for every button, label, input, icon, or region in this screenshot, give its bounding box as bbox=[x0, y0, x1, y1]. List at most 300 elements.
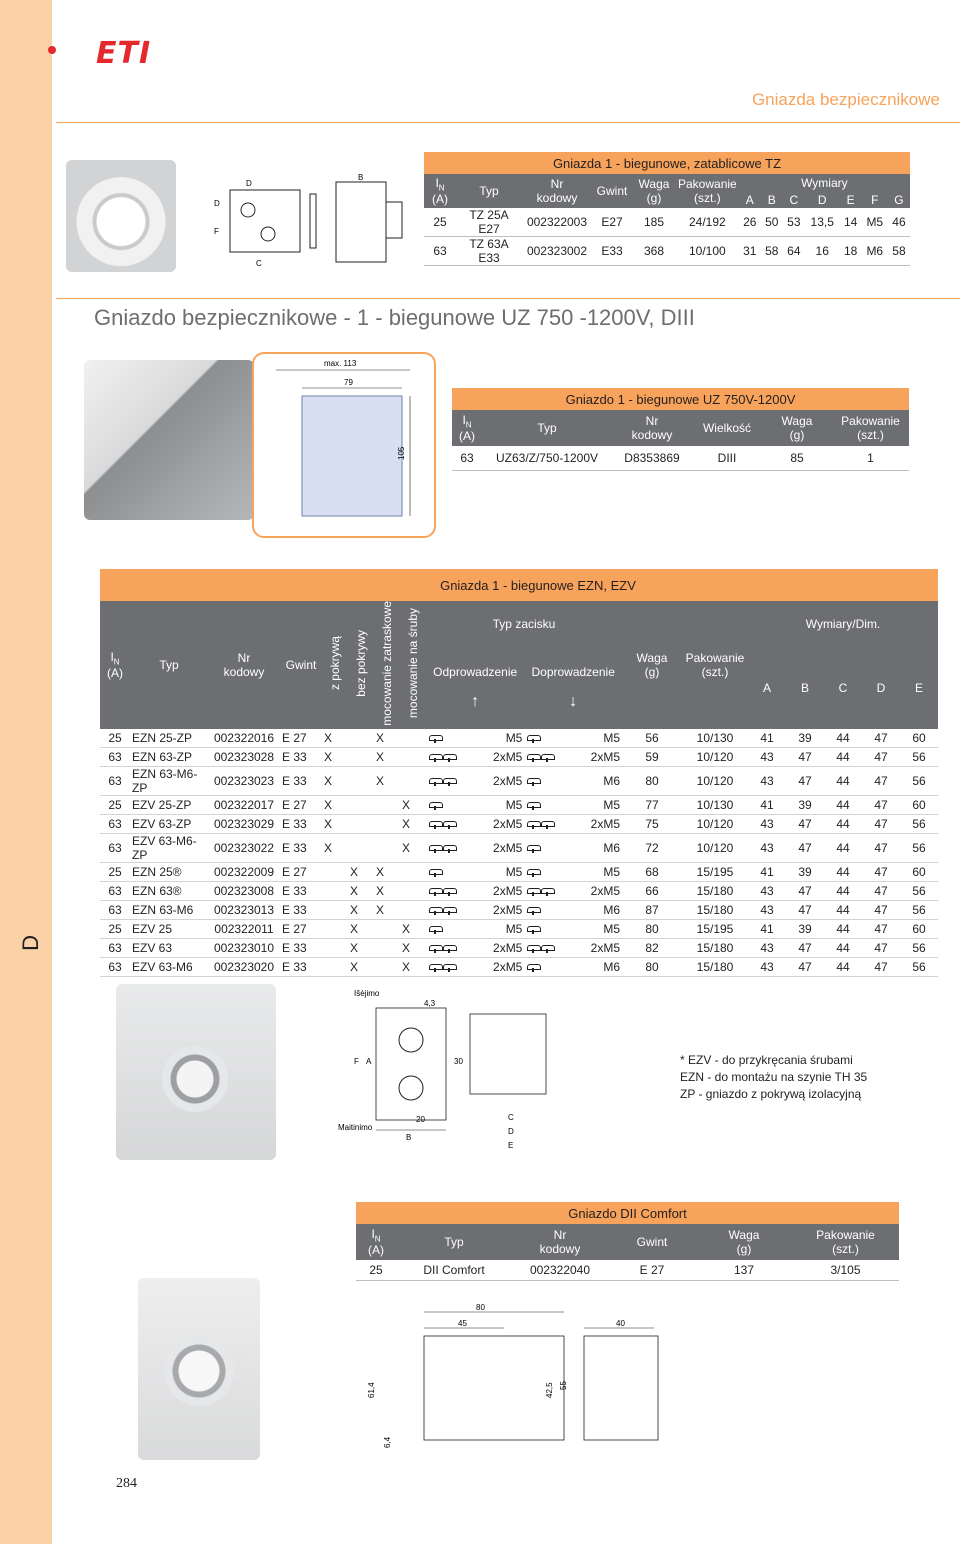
cell-c: 44 bbox=[824, 815, 862, 834]
table-row bbox=[356, 1260, 899, 1280]
cell-odp: 2xM5 bbox=[474, 939, 524, 958]
terminal-icon bbox=[524, 863, 572, 882]
cell-c: 44 bbox=[824, 958, 862, 977]
terminal-icon bbox=[524, 939, 572, 958]
terminal-icon bbox=[524, 729, 572, 748]
cell-a: 41 bbox=[748, 920, 786, 939]
col-in: $I_N$ (A) bbox=[432, 175, 448, 207]
cell-d: 47 bbox=[862, 815, 900, 834]
table-row bbox=[100, 901, 938, 920]
ezn-label-20: 20 bbox=[416, 1115, 425, 1124]
cell-typ: EZV 25 bbox=[130, 920, 208, 939]
cell-z: X bbox=[322, 796, 348, 815]
svg-text:D: D bbox=[214, 199, 220, 208]
note-line: ZP - gniazdo z pokrywą izolacyjną bbox=[680, 1087, 862, 1101]
dim-c: C bbox=[838, 680, 848, 695]
cell-typ: EZN 63-M6 bbox=[130, 901, 208, 920]
cell-b: 47 bbox=[786, 748, 824, 767]
cell-zat bbox=[374, 958, 400, 977]
dim-g: G bbox=[894, 192, 904, 207]
dim-d: D bbox=[876, 680, 886, 695]
uz-label-max: max. 113 bbox=[324, 359, 357, 368]
ezn-label-output: Išėjimo bbox=[354, 989, 380, 998]
cell-odp: M5 bbox=[474, 796, 524, 815]
cell: 53 bbox=[783, 208, 805, 237]
cell-zat bbox=[374, 920, 400, 939]
cell-dop: 2xM5 bbox=[572, 939, 622, 958]
cell: 368 bbox=[632, 237, 676, 266]
cell-a: 43 bbox=[748, 882, 786, 901]
dim-e: E bbox=[846, 192, 855, 207]
cell-pak: 10/120 bbox=[682, 834, 748, 863]
cell-d: 47 bbox=[862, 863, 900, 882]
cell: 24/192 bbox=[676, 208, 739, 237]
cell-a: 41 bbox=[748, 863, 786, 882]
cell: 16 bbox=[805, 237, 840, 266]
cell-pak: 10/120 bbox=[682, 815, 748, 834]
cell-pak: 15/180 bbox=[682, 939, 748, 958]
cell-pak: 15/195 bbox=[682, 920, 748, 939]
screw-terminal-icon bbox=[428, 802, 442, 810]
screw-terminal-icon bbox=[428, 888, 442, 896]
cell-e: 56 bbox=[900, 834, 938, 863]
cell-gwint: E 33 bbox=[280, 815, 322, 834]
cell: 25 bbox=[424, 208, 456, 237]
ezn-table-title: Gniazda 1 - biegunowe EZN, EZV bbox=[100, 569, 938, 601]
cell-typ: EZN 63-M6-ZP bbox=[130, 767, 208, 796]
cell-in: 63 bbox=[100, 958, 130, 977]
table-row bbox=[100, 863, 938, 882]
tz-table-title: Gniazda 1 - biegunowe, zatablicowe TZ bbox=[424, 152, 910, 174]
cell: UZ63/Z/750-1200V bbox=[482, 446, 612, 470]
cell-bez bbox=[348, 767, 374, 796]
ezn-label-43: 4,3 bbox=[424, 999, 436, 1008]
ezn-table-body bbox=[100, 729, 938, 977]
cell-d: 47 bbox=[862, 796, 900, 815]
col-typ: Typ bbox=[159, 657, 179, 672]
cell-in: 63 bbox=[100, 939, 130, 958]
cell: 185 bbox=[632, 208, 676, 237]
cell: 3/105 bbox=[792, 1260, 899, 1280]
cell-e: 60 bbox=[900, 920, 938, 939]
cell: 63 bbox=[452, 446, 482, 470]
cell-typ: EZN 25® bbox=[130, 863, 208, 882]
dim-b: B bbox=[767, 192, 776, 207]
dim-e: E bbox=[914, 680, 923, 695]
dim-f: F bbox=[871, 192, 879, 207]
cell-gwint: E 27 bbox=[280, 796, 322, 815]
cell-nr: 002323029 bbox=[208, 815, 280, 834]
cell-in: 25 bbox=[100, 796, 130, 815]
cell-gwint: E 33 bbox=[280, 767, 322, 796]
table-row bbox=[100, 939, 938, 958]
cell-waga: 80 bbox=[622, 767, 682, 796]
cell-e: 56 bbox=[900, 882, 938, 901]
terminal-icon bbox=[426, 748, 474, 767]
cell-b: 47 bbox=[786, 901, 824, 920]
ezn-label-d: D bbox=[508, 1127, 514, 1136]
screw-terminal-icon bbox=[442, 754, 456, 762]
cell-bez: X bbox=[348, 920, 374, 939]
col-typ: Typ bbox=[479, 184, 499, 198]
comfort-product-photo bbox=[138, 1278, 260, 1460]
cell-e: 60 bbox=[900, 863, 938, 882]
col-sruby: mocowanie na śruby bbox=[406, 608, 420, 719]
screw-terminal-icon bbox=[526, 926, 540, 934]
tz-product-photo bbox=[66, 160, 176, 272]
screw-terminal-icon bbox=[526, 754, 540, 762]
cell: 58 bbox=[888, 237, 910, 266]
cell-z bbox=[322, 901, 348, 920]
screw-terminal-icon bbox=[428, 754, 442, 762]
cell-z: X bbox=[322, 748, 348, 767]
cell-b: 39 bbox=[786, 729, 824, 748]
cell-typ: EZV 63-M6 bbox=[130, 958, 208, 977]
dim-c: C bbox=[789, 192, 799, 207]
cell-e: 56 bbox=[900, 815, 938, 834]
cell-in: 63 bbox=[100, 882, 130, 901]
screw-terminal-icon bbox=[526, 888, 540, 896]
cell-bez: X bbox=[348, 863, 374, 882]
table-row bbox=[100, 767, 938, 796]
ezn-dimension-drawing bbox=[336, 988, 576, 1158]
cell-bez: X bbox=[348, 939, 374, 958]
ezn-label-30: 30 bbox=[454, 1057, 463, 1066]
terminal-icon bbox=[426, 920, 474, 939]
terminal-icon bbox=[524, 748, 572, 767]
screw-terminal-icon bbox=[428, 778, 442, 786]
cell-c: 44 bbox=[824, 748, 862, 767]
col-pak: Pakowanie (szt.) bbox=[678, 177, 737, 205]
ezn-label-c: C bbox=[508, 1113, 514, 1122]
cell: TZ 25A E27 bbox=[456, 208, 522, 237]
terminal-icon bbox=[524, 958, 572, 977]
screw-terminal-icon bbox=[442, 964, 456, 972]
cell-c: 44 bbox=[824, 796, 862, 815]
cell-waga: 80 bbox=[622, 920, 682, 939]
ezn-table bbox=[100, 569, 938, 977]
col-waga: Waga (g) bbox=[636, 650, 668, 679]
cell-waga: 66 bbox=[622, 882, 682, 901]
cell-odp: 2xM5 bbox=[474, 901, 524, 920]
dim-a: A bbox=[745, 192, 754, 207]
cell-b: 47 bbox=[786, 939, 824, 958]
col-nr: Nr kodowy bbox=[539, 1228, 581, 1256]
notes bbox=[680, 1052, 880, 1103]
cell-dop: M5 bbox=[572, 796, 622, 815]
col-pak: Pakowanie (szt.) bbox=[685, 650, 745, 679]
cell-d: 47 bbox=[862, 748, 900, 767]
cell-dop: M6 bbox=[572, 767, 622, 796]
screw-terminal-icon bbox=[442, 845, 456, 853]
terminal-icon bbox=[426, 729, 474, 748]
col-wielkosc: Wielkość bbox=[702, 421, 751, 435]
cell: 14 bbox=[840, 208, 862, 237]
cell-d: 47 bbox=[862, 767, 900, 796]
terminal-icon bbox=[426, 882, 474, 901]
screw-terminal-icon bbox=[442, 778, 456, 786]
tz-table bbox=[424, 152, 910, 266]
cell-sru: X bbox=[400, 939, 426, 958]
col-typ-zacisku: Typ zacisku bbox=[492, 616, 556, 631]
uz-product-photo bbox=[84, 360, 254, 520]
eti-logo: ETI bbox=[96, 36, 152, 71]
cell-odp: 2xM5 bbox=[474, 748, 524, 767]
cell-bez bbox=[348, 815, 374, 834]
uz-label-h: 105 bbox=[397, 446, 406, 460]
col-gwint: Gwint bbox=[285, 657, 317, 672]
cell-typ: EZV 25-ZP bbox=[130, 796, 208, 815]
table-row bbox=[424, 208, 910, 237]
screw-terminal-icon bbox=[526, 907, 540, 915]
cell-typ: EZN 63-ZP bbox=[130, 748, 208, 767]
dim-d: D bbox=[817, 192, 827, 207]
cell-e: 56 bbox=[900, 958, 938, 977]
cell: 18 bbox=[840, 237, 862, 266]
cell-gwint: E 33 bbox=[280, 834, 322, 863]
terminal-icon bbox=[524, 767, 572, 796]
cell-dop: M5 bbox=[572, 729, 622, 748]
cell-odp: 2xM5 bbox=[474, 767, 524, 796]
cell-pak: 15/180 bbox=[682, 958, 748, 977]
screw-terminal-icon bbox=[442, 821, 456, 829]
screw-terminal-icon bbox=[442, 888, 456, 896]
cell: E33 bbox=[592, 237, 632, 266]
screw-terminal-icon bbox=[428, 845, 442, 853]
cell-waga: 56 bbox=[622, 729, 682, 748]
col-bez-pokrywy: bez pokrywy bbox=[354, 630, 368, 697]
screw-terminal-icon bbox=[428, 907, 442, 915]
screw-terminal-icon bbox=[526, 945, 540, 953]
screw-terminal-icon bbox=[428, 945, 442, 953]
col-typ: Typ bbox=[537, 421, 557, 435]
screw-terminal-icon bbox=[428, 735, 442, 743]
cell-pak: 10/120 bbox=[682, 748, 748, 767]
cell-bez: X bbox=[348, 958, 374, 977]
cell: 10/100 bbox=[676, 237, 739, 266]
cell-bez bbox=[348, 796, 374, 815]
uz-rule bbox=[56, 298, 960, 299]
cell-waga: 68 bbox=[622, 863, 682, 882]
terminal-icon bbox=[524, 920, 572, 939]
cell-bez bbox=[348, 729, 374, 748]
cell-nr: 002322017 bbox=[208, 796, 280, 815]
svg-text:F: F bbox=[214, 227, 219, 236]
cell-pak: 10/120 bbox=[682, 767, 748, 796]
terminal-icon bbox=[426, 796, 474, 815]
cell-in: 63 bbox=[100, 901, 130, 920]
terminal-icon bbox=[426, 767, 474, 796]
screw-terminal-icon bbox=[442, 945, 456, 953]
cell-d: 47 bbox=[862, 834, 900, 863]
cell-pak: 15/180 bbox=[682, 882, 748, 901]
cell-waga: 77 bbox=[622, 796, 682, 815]
cell-gwint: E 27 bbox=[280, 729, 322, 748]
screw-terminal-icon bbox=[540, 754, 554, 762]
table-row bbox=[100, 729, 938, 748]
terminal-icon bbox=[426, 815, 474, 834]
cell-a: 43 bbox=[748, 958, 786, 977]
cell-zat bbox=[374, 834, 400, 863]
cell: 64 bbox=[783, 237, 805, 266]
cell-in: 63 bbox=[100, 748, 130, 767]
cell-d: 47 bbox=[862, 958, 900, 977]
cell: 002323002 bbox=[522, 237, 592, 266]
table-row bbox=[100, 748, 938, 767]
cell-c: 44 bbox=[824, 863, 862, 882]
col-gwint: Gwint bbox=[596, 184, 628, 198]
ezn-label-a: A bbox=[366, 1057, 372, 1066]
cell-z bbox=[322, 882, 348, 901]
cell-gwint: E 33 bbox=[280, 939, 322, 958]
cell-a: 43 bbox=[748, 748, 786, 767]
note-line: EZN - do montażu na szynie TH 35 bbox=[680, 1070, 868, 1084]
cell-a: 43 bbox=[748, 939, 786, 958]
cell-waga: 87 bbox=[622, 901, 682, 920]
cell-dop: M6 bbox=[572, 834, 622, 863]
col-odprowadzenie: Odprowadzenie ↑ bbox=[433, 664, 518, 710]
cell: 31 bbox=[739, 237, 761, 266]
cell-c: 44 bbox=[824, 729, 862, 748]
col-waga: Waga (g) bbox=[638, 177, 670, 205]
cell: 1 bbox=[832, 446, 909, 470]
cell-sru bbox=[400, 748, 426, 767]
cell-sru bbox=[400, 767, 426, 796]
cell-typ: EZN 63® bbox=[130, 882, 208, 901]
cell-nr: 002322016 bbox=[208, 729, 280, 748]
cell-odp: M5 bbox=[474, 729, 524, 748]
cell-c: 44 bbox=[824, 939, 862, 958]
cell-b: 47 bbox=[786, 767, 824, 796]
dim-b: B bbox=[800, 680, 809, 695]
col-pak: Pakowanie (szt.) bbox=[841, 414, 900, 442]
cell-d: 47 bbox=[862, 920, 900, 939]
cell-sru bbox=[400, 901, 426, 920]
col-typ: Typ bbox=[444, 1235, 464, 1249]
ezn-photo-socket bbox=[162, 1046, 228, 1112]
uz-drawing-frame bbox=[252, 352, 436, 538]
cell-bez: X bbox=[348, 901, 374, 920]
cell: 002322003 bbox=[522, 208, 592, 237]
cell-z: X bbox=[322, 834, 348, 863]
screw-terminal-icon bbox=[526, 869, 540, 877]
cell: D8353869 bbox=[612, 446, 692, 470]
cell-in: 63 bbox=[100, 815, 130, 834]
screw-terminal-icon bbox=[526, 821, 540, 829]
cell-bez bbox=[348, 748, 374, 767]
uz-table-title: Gniazdo 1 - biegunowe UZ 750V-1200V bbox=[452, 388, 909, 410]
cell-odp: 2xM5 bbox=[474, 834, 524, 863]
cell-sru: X bbox=[400, 796, 426, 815]
col-nr: Nr kodowy bbox=[223, 650, 265, 679]
cell-e: 56 bbox=[900, 901, 938, 920]
cell-d: 47 bbox=[862, 939, 900, 958]
ezn-label-input: Maitinimo bbox=[338, 1123, 373, 1132]
cell-zat bbox=[374, 796, 400, 815]
cell: E 27 bbox=[608, 1260, 696, 1280]
cell-b: 39 bbox=[786, 796, 824, 815]
cell-z bbox=[322, 939, 348, 958]
table-row bbox=[424, 237, 910, 266]
cell-dop: 2xM5 bbox=[572, 815, 622, 834]
cell-in: 25 bbox=[100, 920, 130, 939]
screw-terminal-icon bbox=[526, 802, 540, 810]
cell: DII Comfort bbox=[396, 1260, 512, 1280]
note-line: * EZV - do przykręcania śrubami bbox=[680, 1053, 853, 1067]
cell-sru: X bbox=[400, 920, 426, 939]
col-in: $I_N$ (A) bbox=[459, 412, 475, 444]
cell-b: 47 bbox=[786, 815, 824, 834]
cell-odp: M5 bbox=[474, 920, 524, 939]
cell-in: 25 bbox=[100, 863, 130, 882]
col-wymiary: Wymiary bbox=[801, 175, 848, 190]
screw-terminal-icon bbox=[540, 821, 554, 829]
cell-dop: M6 bbox=[572, 901, 622, 920]
uz-heading: Gniazdo bezpiecznikowe - 1 - biegunowe UZ 750 -1200V, DIII bbox=[94, 305, 695, 330]
col-nr: Nr kodowy bbox=[536, 177, 578, 205]
tz-dimension-drawing bbox=[210, 172, 410, 272]
cell-gwint: E 33 bbox=[280, 958, 322, 977]
cell-e: 56 bbox=[900, 939, 938, 958]
cell-waga: 82 bbox=[622, 939, 682, 958]
screw-terminal-icon bbox=[428, 926, 442, 934]
page-number: 284 bbox=[116, 1476, 137, 1491]
col-waga: Waga (g) bbox=[781, 414, 813, 442]
cell-dop: 2xM5 bbox=[572, 882, 622, 901]
cell-odp: 2xM5 bbox=[474, 815, 524, 834]
svg-text:B: B bbox=[358, 173, 364, 182]
ezn-label-f: F bbox=[354, 1057, 359, 1066]
cell-nr: 002322011 bbox=[208, 920, 280, 939]
cell-zat: X bbox=[374, 748, 400, 767]
section-letter: D bbox=[18, 935, 43, 951]
cell-pak: 10/130 bbox=[682, 796, 748, 815]
table-row bbox=[100, 920, 938, 939]
svg-text:D: D bbox=[246, 179, 252, 188]
cell-e: 60 bbox=[900, 796, 938, 815]
cell: 137 bbox=[696, 1260, 792, 1280]
cell-dop: M6 bbox=[572, 958, 622, 977]
uz-dimension-drawing bbox=[254, 354, 434, 536]
cell-typ: EZV 63-M6-ZP bbox=[130, 834, 208, 863]
header-rule bbox=[56, 122, 960, 123]
comfort-label-45: 45 bbox=[458, 1319, 467, 1328]
cell-e: 56 bbox=[900, 748, 938, 767]
terminal-icon bbox=[426, 939, 474, 958]
cell-pak: 15/180 bbox=[682, 901, 748, 920]
screw-terminal-icon bbox=[526, 778, 540, 786]
cell: E27 bbox=[592, 208, 632, 237]
terminal-icon bbox=[426, 863, 474, 882]
cell-sru: X bbox=[400, 834, 426, 863]
terminal-icon bbox=[524, 796, 572, 815]
cell: 46 bbox=[888, 208, 910, 237]
table-row bbox=[100, 796, 938, 815]
cell-dop: 2xM5 bbox=[572, 748, 622, 767]
col-pak: Pakowanie (szt.) bbox=[816, 1228, 875, 1256]
table-row bbox=[452, 446, 909, 470]
col-in: $I_N$ (A) bbox=[368, 1226, 384, 1258]
ezn-product-photo bbox=[116, 984, 276, 1160]
cell-bez bbox=[348, 834, 374, 863]
comfort-label-614: 61,4 bbox=[367, 1382, 376, 1398]
col-zatraskowe: mocowanie zatraskowe bbox=[380, 601, 394, 726]
terminal-icon bbox=[524, 901, 572, 920]
table-row bbox=[100, 882, 938, 901]
dim-a: A bbox=[762, 680, 771, 695]
cell-odp: 2xM5 bbox=[474, 958, 524, 977]
cell-zat bbox=[374, 815, 400, 834]
